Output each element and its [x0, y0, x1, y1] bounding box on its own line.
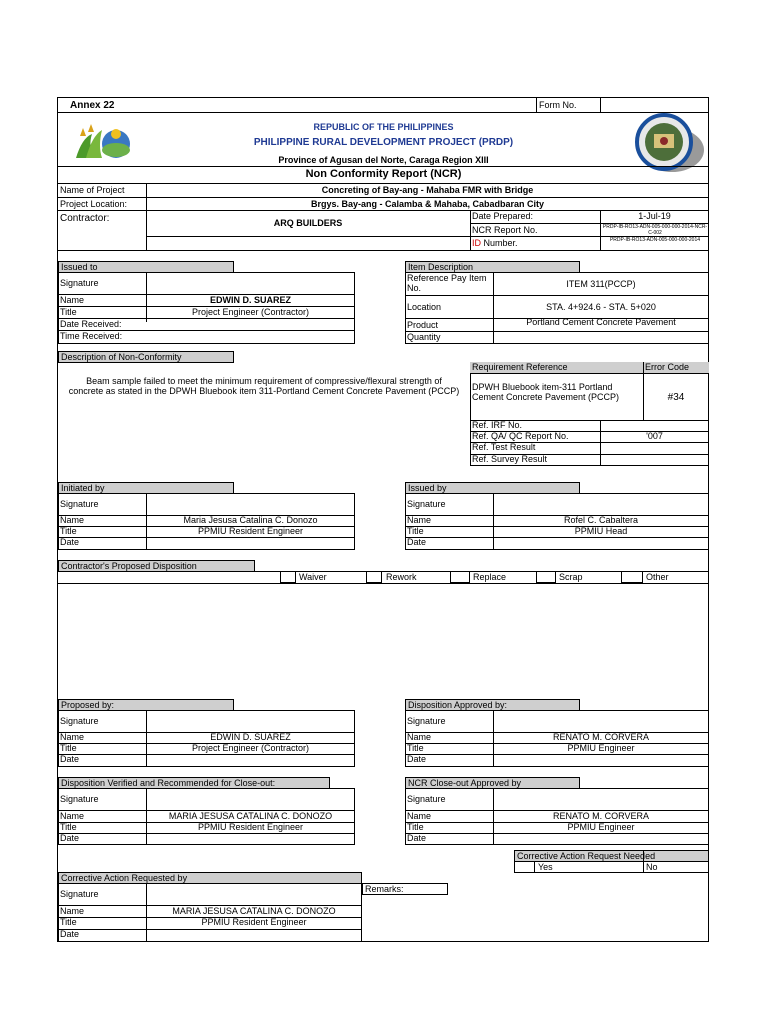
disposition-header: Contractor's Proposed Disposition — [58, 560, 255, 572]
ref-qa-qc-label: Ref. QA/ QC Report No. — [472, 431, 569, 441]
closeout-signature-label: Signature — [407, 794, 446, 804]
nonconformity-header: Description of Non-Conformity — [58, 351, 234, 363]
closeout-name-value[interactable]: RENATO M. CORVERA — [552, 811, 650, 821]
other-checkbox[interactable] — [621, 571, 643, 583]
disposition-approved-signature-label: Signature — [407, 716, 446, 726]
car-requested-title-value[interactable]: PPMIU Resident Engineer — [201, 917, 307, 927]
issued-by-name-value[interactable]: Rofel C. Cabaltera — [563, 515, 639, 525]
closeout-date-label: Date — [407, 833, 427, 843]
car-requested-header: Corrective Action Requested by — [58, 872, 362, 884]
issued-by-header: Issued by — [405, 482, 580, 494]
replace-checkbox[interactable] — [450, 571, 470, 583]
date-received-label: Date Received: — [60, 319, 122, 329]
initiated-by-name-value[interactable]: Maria Jesusa Catalina C. Donozo — [183, 515, 318, 525]
ref-survey-result-label: Ref. Survey Result — [472, 454, 548, 464]
issued-by-name-label: Name — [407, 515, 432, 525]
project-location-value[interactable]: Brgys. Bay-ang - Calamba & Mahaba, Cabadbaran City — [310, 199, 545, 209]
proposed-by-title-label: Title — [60, 743, 77, 753]
issued-by-title-label: Title — [407, 526, 424, 536]
quantity-label: Quantity — [407, 332, 441, 342]
car-requested-name-label: Name — [60, 906, 85, 916]
id-number-label: ID Number. — [472, 238, 518, 248]
issued-to-signature-label: Signature — [60, 278, 99, 288]
verified-title-value[interactable]: PPMIU Resident Engineer — [197, 822, 304, 832]
closeout-name-label: Name — [407, 811, 432, 821]
issued-to-title-value[interactable]: Project Engineer (Contractor) — [191, 307, 310, 317]
remarks-area[interactable] — [363, 896, 709, 942]
ref-irf-label: Ref. IRF No. — [472, 420, 523, 430]
ref-test-result-label: Ref. Test Result — [472, 442, 536, 452]
disposition-approved-name-value[interactable]: RENATO M. CORVERA — [552, 732, 650, 742]
verified-signature-label: Signature — [60, 794, 99, 804]
scrap-option: Scrap — [559, 572, 583, 582]
id-number-value[interactable]: PRDP-IB-RO13-ADN-005-000-000-2014 — [609, 237, 701, 243]
closeout-title-label: Title — [407, 822, 424, 832]
disposition-approved-date-label: Date — [407, 754, 427, 764]
issued-to-name-label: Name — [60, 295, 85, 305]
closeout-header: NCR Close-out Approved by — [405, 777, 580, 789]
error-code-header: Error Code — [643, 362, 709, 374]
product-value[interactable]: Portland Cement Concrete Pavement — [526, 317, 676, 327]
initiated-by-title-value[interactable]: PPMIU Resident Engineer — [197, 526, 304, 536]
location-value[interactable]: STA. 4+924.6 - STA. 5+020 — [546, 302, 656, 312]
requirement-reference-value[interactable]: DPWH Bluebook item-311 Portland Cement Concrete Pavement (PCCP) — [472, 382, 620, 402]
ref-pay-item-value[interactable]: ITEM 311(PCCP) — [566, 279, 636, 289]
form-no-label: Form No. — [539, 100, 577, 110]
prdp-heading: PHILIPPINE RURAL DEVELOPMENT PROJECT (PRDP) — [253, 137, 514, 148]
project-location-label: Project Location: — [60, 199, 128, 209]
date-prepared-value[interactable]: 1-Jul-19 — [638, 211, 671, 221]
car-needed-no[interactable]: No — [646, 862, 658, 872]
proposed-by-signature-label: Signature — [60, 716, 99, 726]
car-needed-yes[interactable]: Yes — [538, 862, 553, 872]
waiver-checkbox[interactable] — [280, 571, 296, 583]
contractor-label: Contractor: — [60, 213, 110, 224]
verified-name-value[interactable]: MARIA JESUSA CATALINA C. DONOZO — [168, 811, 333, 821]
proposed-by-date-label: Date — [60, 754, 80, 764]
date-prepared-label: Date Prepared: — [472, 211, 534, 221]
issued-by-signature-label: Signature — [407, 499, 446, 509]
verified-name-label: Name — [60, 811, 85, 821]
scrap-checkbox[interactable] — [536, 571, 556, 583]
proposed-by-name-label: Name — [60, 732, 85, 742]
disposition-text-area[interactable] — [58, 584, 709, 694]
product-label: Product — [407, 320, 439, 330]
ref-qa-qc-value[interactable]: '007 — [646, 431, 663, 441]
ref-pay-item-label: Reference Pay Item No. — [407, 273, 487, 293]
other-option: Other — [646, 572, 669, 582]
location-label: Location — [407, 302, 442, 312]
annex-label: Annex 22 — [70, 100, 115, 111]
initiated-by-title-label: Title — [60, 526, 77, 536]
car-requested-title-label: Title — [60, 917, 77, 927]
ncr-report-value[interactable]: PRDP-IB-RO13-ADN-005-000-000-2014-NCR-C-002 — [602, 224, 708, 236]
proposed-by-header: Proposed by: — [58, 699, 234, 711]
disposition-approved-name-label: Name — [407, 732, 432, 742]
car-requested-signature-label: Signature — [60, 889, 99, 899]
closeout-title-value[interactable]: PPMIU Engineer — [567, 822, 635, 832]
disposition-approved-header: Disposition Approved by: — [405, 699, 580, 711]
initiated-by-signature-label: Signature — [60, 499, 99, 509]
project-name-value[interactable]: Concreting of Bay-ang - Mahaba FMR with Bridge — [321, 185, 534, 195]
contractor-value[interactable]: ARQ BUILDERS — [273, 218, 343, 228]
issued-to-title-label: Title — [60, 307, 77, 317]
republic-heading: REPUBLIC OF THE PHILIPPINES — [313, 122, 454, 132]
issued-to-name-value[interactable]: EDWIN D. SUAREZ — [210, 295, 291, 305]
remarks-label: Remarks: — [365, 884, 404, 894]
issued-by-date-label: Date — [407, 537, 427, 547]
rework-checkbox[interactable] — [366, 571, 382, 583]
replace-option: Replace — [473, 572, 507, 582]
verified-title-label: Title — [60, 822, 77, 832]
car-requested-name-value[interactable]: MARIA JESUSA CATALINA C. DONOZO — [172, 906, 336, 916]
requirement-reference-header: Requirement Reference — [470, 362, 644, 374]
report-title: Non Conformity Report (NCR) — [305, 168, 462, 180]
initiated-by-name-label: Name — [60, 515, 85, 525]
issued-to-header: Issued to — [58, 261, 234, 273]
verified-header: Disposition Verified and Recommended for Close-out: — [58, 777, 330, 789]
province-heading: Province of Agusan del Norte, Caraga Region XIII — [278, 155, 489, 165]
initiated-by-date-label: Date — [60, 537, 80, 547]
car-requested-date-label: Date — [60, 929, 80, 939]
proposed-by-title-value[interactable]: Project Engineer (Contractor) — [191, 743, 310, 753]
project-name-label: Name of Project — [60, 185, 125, 195]
error-code-value[interactable]: #34 — [667, 392, 685, 403]
verified-date-label: Date — [60, 833, 80, 843]
time-received-label: Time Received: — [60, 331, 123, 341]
initiated-by-header: Initiated by — [58, 482, 234, 494]
ncr-form — [57, 97, 709, 942]
item-description-header: Item Description — [405, 261, 580, 273]
disposition-approved-title-value[interactable]: PPMIU Engineer — [567, 743, 635, 753]
disposition-approved-title-label: Title — [407, 743, 424, 753]
nonconformity-text[interactable]: Beam sample failed to meet the minimum requirement of compressive/flexural strength of concrete as stated in the DPWH Bluebook item 311-Portland Cement Concrete Pavement (PCCP) — [68, 376, 460, 396]
ncr-report-label: NCR Report No. — [472, 225, 538, 235]
rework-option: Rework — [386, 572, 417, 582]
waiver-option: Waiver — [299, 572, 327, 582]
issued-by-title-value[interactable]: PPMIU Head — [574, 526, 628, 536]
car-needed-header: Corrective Action Request Needed — [514, 850, 709, 862]
proposed-by-name-value[interactable]: EDWIN D. SUAREZ — [210, 732, 291, 742]
